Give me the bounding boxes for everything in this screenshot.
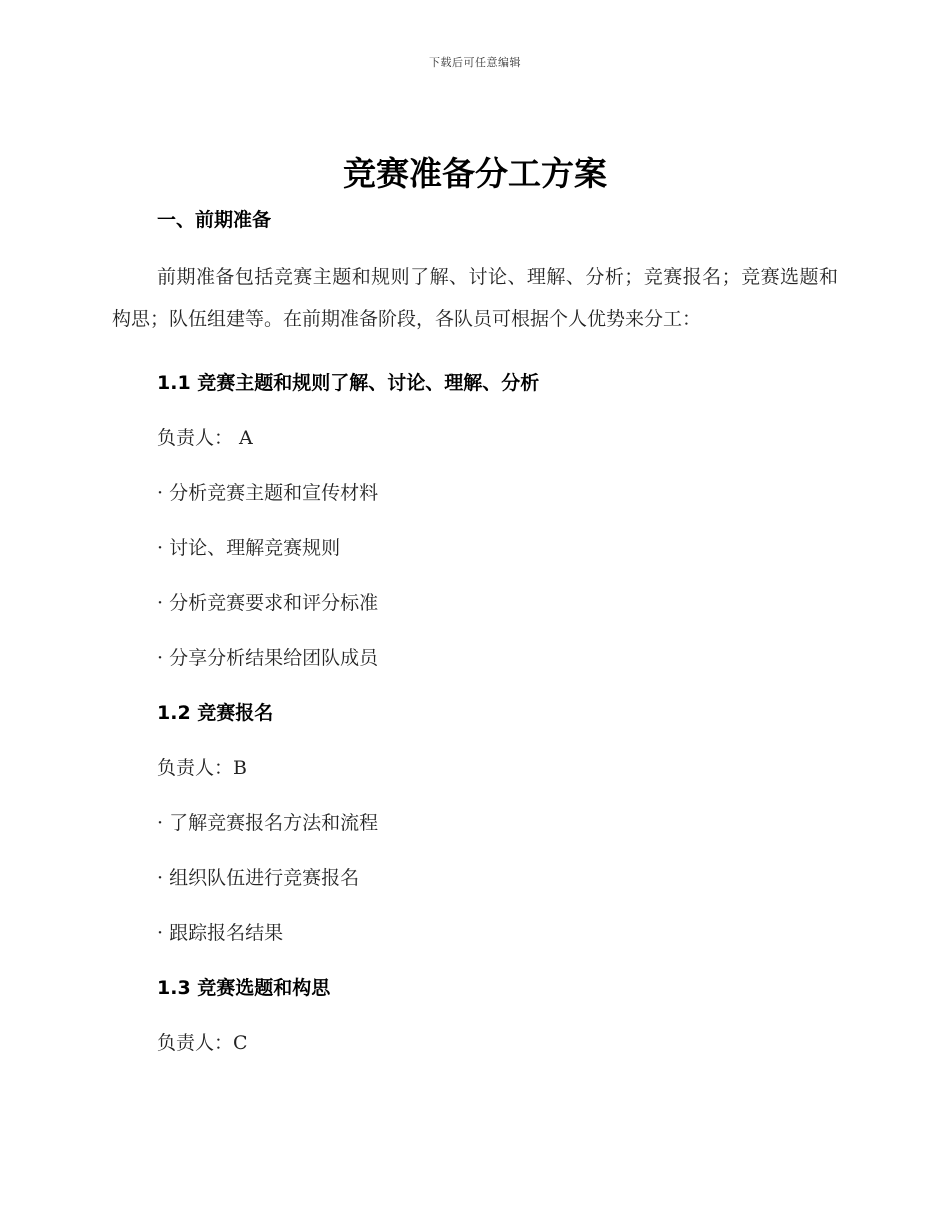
list-item: · 组织队伍进行竞赛报名 [157, 867, 360, 889]
list-item: · 跟踪报名结果 [157, 922, 284, 944]
owner-line-1-1: 负责人： A [157, 427, 253, 449]
page-header: 下载后可任意编辑 [429, 56, 521, 69]
owner-line-1-3: 负责人：C [157, 1032, 248, 1054]
subsection-heading-1-3: 1.3 竞赛选题和构思 [157, 977, 331, 999]
list-item: · 分享分析结果给团队成员 [157, 647, 379, 669]
intro-paragraph: 前期准备包括竞赛主题和规则了解、讨论、理解、分析；竞赛报名；竞赛选题和构思；队伍组建等。在前期准备阶段，各队员可根据个人优势来分工： [112, 266, 838, 330]
list-item: · 了解竞赛报名方法和流程 [157, 812, 379, 834]
section-heading-preparation: 一、前期准备 [157, 209, 272, 231]
subsection-heading-1-1: 1.1 竞赛主题和规则了解、讨论、理解、分析 [157, 372, 540, 394]
owner-line-1-2: 负责人：B [157, 757, 247, 779]
list-item: · 分析竞赛主题和宣传材料 [157, 482, 379, 504]
list-item: · 分析竞赛要求和评分标准 [157, 592, 379, 614]
document-title: 竞赛准备分工方案 [343, 154, 607, 193]
list-item: · 讨论、理解竞赛规则 [157, 537, 341, 559]
document-body [112, 200, 838, 1071]
subsection-heading-1-2: 1.2 竞赛报名 [157, 702, 274, 724]
